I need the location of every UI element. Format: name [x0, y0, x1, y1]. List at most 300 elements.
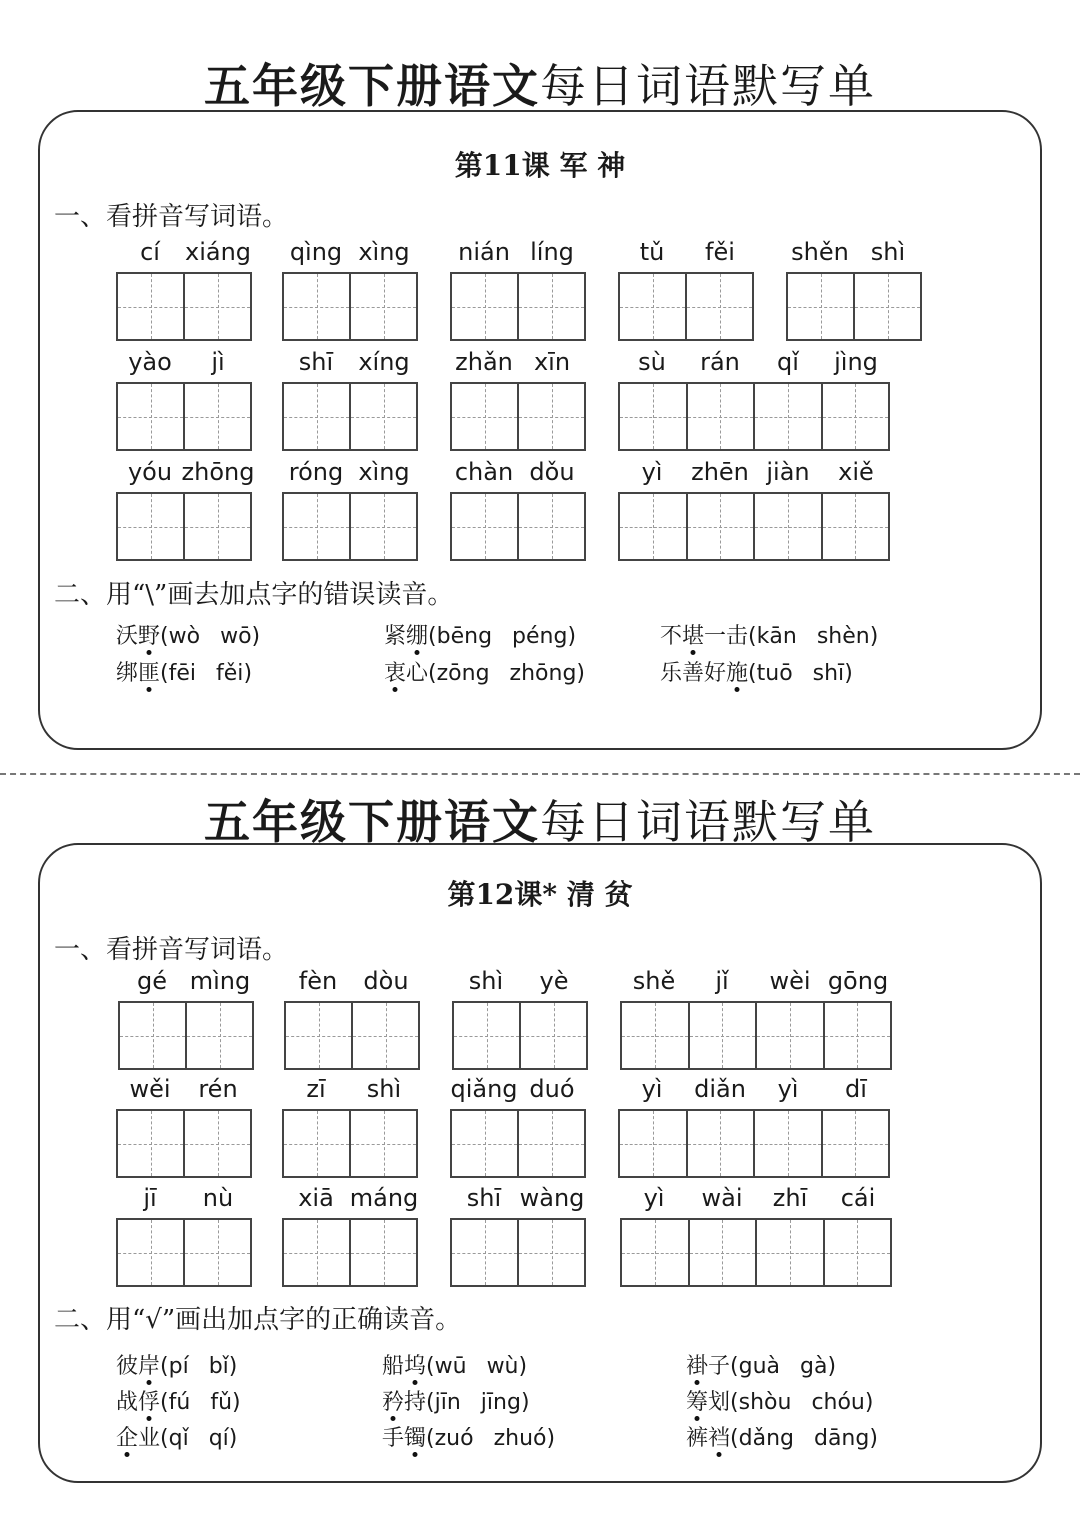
reading-option[interactable]: wū [434, 1354, 467, 1379]
paren-close: ) [232, 1390, 241, 1415]
dotted-character: 施 [726, 656, 748, 687]
word-item [116, 238, 252, 342]
dotted-character: 绷 [406, 619, 428, 650]
pinyin-label [282, 1184, 418, 1216]
word-item [282, 238, 418, 342]
dotted-character: 筹 [686, 1385, 708, 1416]
writing-grid[interactable] [282, 1218, 418, 1287]
tianzige-cell[interactable] [823, 494, 889, 559]
pinyin-label [116, 1075, 252, 1107]
tianzige-cell[interactable] [185, 494, 250, 559]
tianzige-cell[interactable] [118, 494, 185, 559]
pinyin-syllable: tǔ [639, 238, 665, 266]
word-item [786, 238, 922, 342]
tianzige-cell[interactable] [118, 384, 185, 449]
tianzige-cell[interactable] [284, 1220, 351, 1285]
paren-close: ) [869, 1426, 878, 1451]
dotted-character: 企 [116, 1421, 138, 1452]
pinyin-syllable: wài [701, 1184, 743, 1212]
writing-grid[interactable] [618, 272, 754, 341]
reading-option[interactable]: péng [512, 624, 568, 649]
pinyin-syllable: dòu [363, 967, 409, 995]
pinyin-label [618, 348, 890, 380]
reading-option[interactable]: shèn [816, 624, 870, 649]
writing-grid[interactable] [282, 382, 418, 451]
pinyin-syllable: qǐ [777, 348, 799, 376]
paren-open: ( [426, 1390, 435, 1415]
word-item [452, 967, 588, 1071]
pinyin-label [282, 458, 418, 490]
reading-question [660, 619, 878, 650]
pinyin-syllable: shì [870, 238, 906, 266]
question-word-prefix: 不 [660, 624, 683, 649]
paren-close: ) [844, 661, 853, 686]
pinyin-label [450, 238, 586, 270]
reading-option[interactable]: jīng [480, 1390, 521, 1415]
writing-grid[interactable] [618, 382, 890, 451]
paren-open: ( [730, 1390, 739, 1415]
pinyin-syllable: xiáng [184, 238, 252, 266]
pinyin-syllable: qiǎng [450, 1075, 518, 1103]
paren-open: ( [160, 1354, 169, 1379]
word-item [116, 458, 255, 562]
tianzige-cell[interactable] [620, 274, 687, 339]
tianzige-cell[interactable] [185, 1111, 250, 1176]
tianzige-cell[interactable] [452, 1220, 519, 1285]
pinyin-label [618, 1075, 890, 1107]
pinyin-label [282, 1075, 418, 1107]
reading-option[interactable]: pí [168, 1354, 189, 1379]
word-item [282, 1075, 418, 1179]
word-item [116, 348, 252, 452]
pinyin-syllable: shě [632, 967, 676, 995]
writing-grid[interactable] [450, 1109, 586, 1178]
pinyin-syllable: nù [202, 1184, 234, 1212]
dotted-character: 岸 [138, 1349, 160, 1380]
paren-close: ) [243, 661, 253, 686]
reading-option[interactable]: gà [800, 1354, 828, 1379]
pinyin-syllable: xīn [533, 348, 571, 376]
paren-close: ) [567, 624, 577, 649]
word-item [118, 967, 254, 1071]
tianzige-cell[interactable] [185, 1220, 250, 1285]
reading-option[interactable]: zhuó [493, 1426, 547, 1451]
tianzige-cell[interactable] [755, 384, 823, 449]
writing-grid[interactable] [618, 1109, 890, 1178]
reading-question [384, 656, 585, 687]
dotted-character: 衷 [384, 656, 406, 687]
dotted-character: 褂 [686, 1349, 708, 1380]
paren-open: ( [160, 1426, 169, 1451]
pinyin-label [618, 238, 754, 270]
pinyin-label [618, 458, 890, 490]
writing-grid[interactable] [282, 272, 418, 341]
pinyin-syllable: xìng [358, 458, 410, 486]
reading-option[interactable]: zuó [434, 1426, 474, 1451]
tianzige-cell[interactable] [519, 384, 584, 449]
writing-grid[interactable] [618, 492, 890, 561]
pinyin-syllable: fèn [298, 967, 338, 995]
tianzige-cell[interactable] [284, 1111, 351, 1176]
pinyin-label [284, 967, 420, 999]
word-item [116, 1075, 252, 1179]
tianzige-cell[interactable] [521, 1003, 586, 1068]
pinyin-syllable: máng [349, 1184, 419, 1212]
pinyin-syllable: dī [845, 1075, 867, 1103]
word-item [282, 458, 418, 562]
pinyin-syllable: shì [366, 1075, 402, 1103]
writing-grid[interactable] [282, 1109, 418, 1178]
reading-question [686, 1385, 873, 1416]
pinyin-label [116, 238, 252, 270]
pinyin-label [450, 1184, 586, 1216]
word-item [282, 1184, 418, 1288]
tianzige-cell[interactable] [185, 274, 250, 339]
reading-option[interactable]: qí [208, 1426, 229, 1451]
pinyin-syllable: zhī [772, 1184, 808, 1212]
reading-option[interactable]: tuō [756, 661, 793, 686]
tianzige-cell[interactable] [788, 274, 855, 339]
pinyin-syllable: jì [211, 348, 225, 376]
paren-close: ) [228, 1426, 238, 1451]
pinyin-label [450, 458, 586, 490]
tianzige-cell[interactable] [825, 1003, 891, 1068]
tianzige-cell[interactable] [452, 384, 519, 449]
reading-question [116, 1385, 241, 1416]
tianzige-cell[interactable] [519, 1111, 584, 1176]
reading-question [382, 1421, 555, 1452]
question-word-prefix: 船 [382, 1354, 405, 1379]
pinyin-label [116, 1184, 252, 1216]
pinyin-syllable: jìng [834, 348, 878, 376]
pinyin-syllable: jǐ [715, 967, 729, 995]
paren-close: ) [869, 624, 879, 649]
tianzige-cell[interactable] [823, 384, 889, 449]
dotted-character: 匪 [138, 656, 160, 687]
sheet1-section1-heading: 一、看拼音写词语。 [54, 202, 289, 232]
pinyin-syllable: zī [306, 1075, 326, 1103]
dotted-character: 俘 [138, 1385, 160, 1416]
tianzige-cell[interactable] [690, 1003, 758, 1068]
word-item [620, 1184, 892, 1288]
pinyin-syllable: xìng [358, 238, 410, 266]
paren-close: ) [251, 624, 261, 649]
tianzige-cell[interactable] [757, 1003, 825, 1068]
word-item [284, 967, 420, 1071]
word-item [450, 1075, 586, 1179]
question-word-suffix: 子 [708, 1354, 731, 1379]
writing-grid[interactable] [118, 1001, 254, 1070]
pinyin-syllable: gōng [827, 967, 889, 995]
tianzige-cell[interactable] [519, 1220, 584, 1285]
title-part1: 五年级下册语文 [204, 795, 540, 849]
writing-grid[interactable] [116, 272, 252, 341]
reading-option[interactable]: guà [738, 1354, 781, 1379]
tianzige-cell[interactable] [187, 1003, 252, 1068]
sheet2-section1-heading: 一、看拼音写词语。 [54, 935, 289, 965]
paren-open: ( [160, 1390, 169, 1415]
sheet1-lesson-title: 第11课 军 神 [454, 149, 626, 182]
pinyin-syllable: xíng [358, 348, 410, 376]
reading-option[interactable]: fǔ [210, 1390, 233, 1415]
word-item [618, 1075, 890, 1179]
word-item [620, 967, 892, 1071]
writing-grid[interactable] [786, 272, 922, 341]
reading-option[interactable]: zōng [436, 661, 490, 686]
pinyin-syllable: wàng [519, 1184, 585, 1212]
pinyin-syllable: xiā [298, 1184, 334, 1212]
question-word-suffix: 一击 [704, 624, 749, 649]
question-word-prefix: 手 [382, 1426, 405, 1451]
tianzige-cell[interactable] [622, 1220, 690, 1285]
word-item [618, 238, 754, 342]
tianzige-cell[interactable] [757, 1220, 825, 1285]
paren-open: ( [428, 624, 437, 649]
tianzige-cell[interactable] [118, 1220, 185, 1285]
title-part2: 每日词语默写单 [540, 795, 876, 849]
pinyin-syllable: sù [638, 348, 666, 376]
pinyin-syllable: mìng [189, 967, 251, 995]
word-item [618, 348, 890, 452]
tianzige-cell[interactable] [284, 384, 351, 449]
question-word-prefix: 绑 [116, 661, 139, 686]
sheet2-lesson-title: 第12课* 清 贫 [447, 878, 633, 911]
dotted-character: 野 [138, 619, 160, 650]
tianzige-cell[interactable] [286, 1003, 353, 1068]
tianzige-cell[interactable] [688, 384, 756, 449]
paren-close: ) [546, 1426, 556, 1451]
question-word-prefix: 紧 [384, 624, 407, 649]
reading-option[interactable]: shī [812, 661, 845, 686]
question-word-suffix: 划 [708, 1390, 731, 1415]
tianzige-cell[interactable] [284, 274, 351, 339]
reading-question [660, 656, 853, 687]
reading-option[interactable]: wò [168, 624, 201, 649]
question-word-suffix: 业 [138, 1426, 161, 1451]
tianzige-cell[interactable] [620, 1111, 688, 1176]
pinyin-syllable: fěi [705, 238, 735, 266]
tianzige-cell[interactable] [622, 1003, 690, 1068]
pinyin-syllable: rán [700, 348, 740, 376]
tianzige-cell[interactable] [351, 1111, 416, 1176]
writing-grid[interactable] [450, 272, 586, 341]
dotted-character: 坞 [404, 1349, 426, 1380]
word-item [282, 348, 418, 452]
pinyin-syllable: yóu [127, 458, 173, 486]
tianzige-cell[interactable] [688, 494, 756, 559]
writing-grid[interactable] [116, 1109, 252, 1178]
word-item [450, 1184, 586, 1288]
word-item [450, 348, 586, 452]
word-item [116, 1184, 252, 1288]
pinyin-label [620, 1184, 892, 1216]
tianzige-cell[interactable] [620, 384, 688, 449]
pinyin-syllable: líng [530, 238, 574, 266]
pinyin-syllable: wèi [769, 967, 811, 995]
reading-option[interactable]: bǐ [208, 1354, 229, 1379]
reading-option[interactable]: chóu [811, 1390, 865, 1415]
sheet1-main-title [0, 50, 1080, 116]
tianzige-cell[interactable] [755, 494, 823, 559]
paren-open: ( [748, 624, 757, 649]
pinyin-syllable: nián [458, 238, 510, 266]
tianzige-cell[interactable] [688, 1111, 756, 1176]
title-part1: 五年级下册语文 [204, 59, 540, 113]
paren-open: ( [748, 661, 757, 686]
reading-question [384, 619, 576, 650]
writing-grid[interactable] [284, 1001, 420, 1070]
pinyin-syllable: shī [298, 348, 334, 376]
paren-open: ( [428, 661, 437, 686]
writing-grid[interactable] [452, 1001, 588, 1070]
reading-option[interactable]: qǐ [168, 1426, 189, 1451]
pinyin-label [786, 238, 922, 270]
reading-option[interactable]: bēng [436, 624, 493, 649]
pinyin-label [452, 967, 588, 999]
writing-grid[interactable] [116, 1218, 252, 1287]
pinyin-label [118, 967, 254, 999]
pinyin-label [116, 348, 252, 380]
pinyin-syllable: jī [143, 1184, 157, 1212]
reading-question [116, 1421, 237, 1452]
tianzige-cell[interactable] [452, 274, 519, 339]
tianzige-cell[interactable] [118, 1111, 185, 1176]
paren-open: ( [426, 1426, 435, 1451]
writing-grid[interactable] [116, 382, 252, 451]
tianzige-cell[interactable] [351, 494, 416, 559]
tianzige-cell[interactable] [120, 1003, 187, 1068]
tianzige-cell[interactable] [351, 1220, 416, 1285]
pinyin-syllable: wěi [129, 1075, 171, 1103]
pinyin-syllable: zhōng [181, 458, 255, 486]
writing-grid[interactable] [450, 1218, 586, 1287]
tianzige-cell[interactable] [452, 1111, 519, 1176]
writing-grid[interactable] [116, 492, 252, 561]
reading-option[interactable]: dāng [813, 1426, 870, 1451]
tianzige-cell[interactable] [825, 1220, 891, 1285]
pinyin-label [116, 458, 255, 490]
word-item [450, 458, 586, 562]
word-item [450, 238, 586, 342]
reading-question [116, 656, 252, 687]
pinyin-syllable: shěn [791, 238, 849, 266]
tianzige-cell[interactable] [687, 274, 752, 339]
tianzige-cell[interactable] [118, 274, 185, 339]
tianzige-cell[interactable] [755, 1111, 823, 1176]
tianzige-cell[interactable] [353, 1003, 418, 1068]
dotted-character: 矜 [382, 1385, 404, 1416]
reading-question [116, 619, 260, 650]
paren-close: ) [518, 1354, 528, 1379]
writing-grid[interactable] [282, 492, 418, 561]
tianzige-cell[interactable] [351, 384, 416, 449]
reading-question [116, 1349, 237, 1380]
writing-grid[interactable] [450, 492, 586, 561]
sheet1-section2-heading: 二、用“\”画去加点字的错误读音。 [54, 580, 454, 610]
reading-option[interactable]: kān [756, 624, 797, 649]
reading-option[interactable]: wù [486, 1354, 519, 1379]
pinyin-label [282, 348, 418, 380]
reading-question [382, 1385, 530, 1416]
word-item [618, 458, 890, 562]
pinyin-syllable: yì [641, 1075, 663, 1103]
reading-option[interactable]: wō [220, 624, 252, 649]
pinyin-syllable: qìng [289, 238, 343, 266]
paren-close: ) [864, 1390, 874, 1415]
pinyin-label [450, 348, 586, 380]
dotted-character: 堪 [682, 619, 704, 650]
question-word-prefix: 彼 [116, 1354, 139, 1379]
reading-option[interactable]: zhōng [509, 661, 577, 686]
paren-open: ( [730, 1426, 739, 1451]
tianzige-cell[interactable] [185, 384, 250, 449]
tianzige-cell[interactable] [351, 274, 416, 339]
pinyin-syllable: cí [140, 238, 160, 266]
pinyin-label [450, 1075, 586, 1107]
cut-line-divider [0, 773, 1080, 775]
question-word-prefix: 乐善好 [660, 661, 727, 686]
tianzige-cell[interactable] [823, 1111, 889, 1176]
paren-close: ) [228, 1354, 238, 1379]
pinyin-syllable: gé [137, 967, 167, 995]
reading-option[interactable]: jīn [434, 1390, 461, 1415]
dotted-character: 镯 [404, 1421, 426, 1452]
tianzige-cell[interactable] [855, 274, 920, 339]
pinyin-label [282, 238, 418, 270]
reading-option[interactable]: fú [168, 1390, 191, 1415]
question-word-prefix: 裤 [686, 1426, 709, 1451]
dotted-character: 裆 [708, 1421, 730, 1452]
pinyin-syllable: yì [643, 1184, 665, 1212]
question-word-prefix: 战 [116, 1390, 139, 1415]
question-word-suffix: 心 [406, 661, 429, 686]
tianzige-cell[interactable] [690, 1220, 758, 1285]
pinyin-syllable: dǒu [529, 458, 575, 486]
pinyin-syllable: cái [840, 1184, 876, 1212]
pinyin-syllable: jiàn [766, 458, 810, 486]
pinyin-syllable: duó [529, 1075, 575, 1103]
pinyin-label [620, 967, 892, 999]
pinyin-syllable: rén [198, 1075, 238, 1103]
paren-close: ) [827, 1354, 837, 1379]
pinyin-syllable: yì [777, 1075, 799, 1103]
pinyin-syllable: yì [641, 458, 663, 486]
tianzige-cell[interactable] [620, 494, 688, 559]
question-word-prefix: 沃 [116, 624, 139, 649]
reading-option[interactable]: shòu [738, 1390, 792, 1415]
tianzige-cell[interactable] [452, 494, 519, 559]
pinyin-syllable: chàn [454, 458, 514, 486]
question-word-suffix: 持 [404, 1390, 427, 1415]
reading-option[interactable]: fēi [168, 661, 197, 686]
writing-grid[interactable] [620, 1001, 892, 1070]
reading-option[interactable]: dǎng [738, 1426, 794, 1451]
reading-option[interactable]: fěi [216, 661, 244, 686]
tianzige-cell[interactable] [284, 494, 351, 559]
paren-open: ( [160, 661, 169, 686]
reading-question [686, 1421, 878, 1452]
pinyin-syllable: shì [468, 967, 504, 995]
pinyin-syllable: yè [539, 967, 569, 995]
writing-grid[interactable] [450, 382, 586, 451]
tianzige-cell[interactable] [519, 274, 584, 339]
pinyin-syllable: xiě [838, 458, 874, 486]
tianzige-cell[interactable] [454, 1003, 521, 1068]
tianzige-cell[interactable] [519, 494, 584, 559]
title-part2: 每日词语默写单 [540, 59, 876, 113]
reading-question [382, 1349, 527, 1380]
writing-grid[interactable] [620, 1218, 892, 1287]
